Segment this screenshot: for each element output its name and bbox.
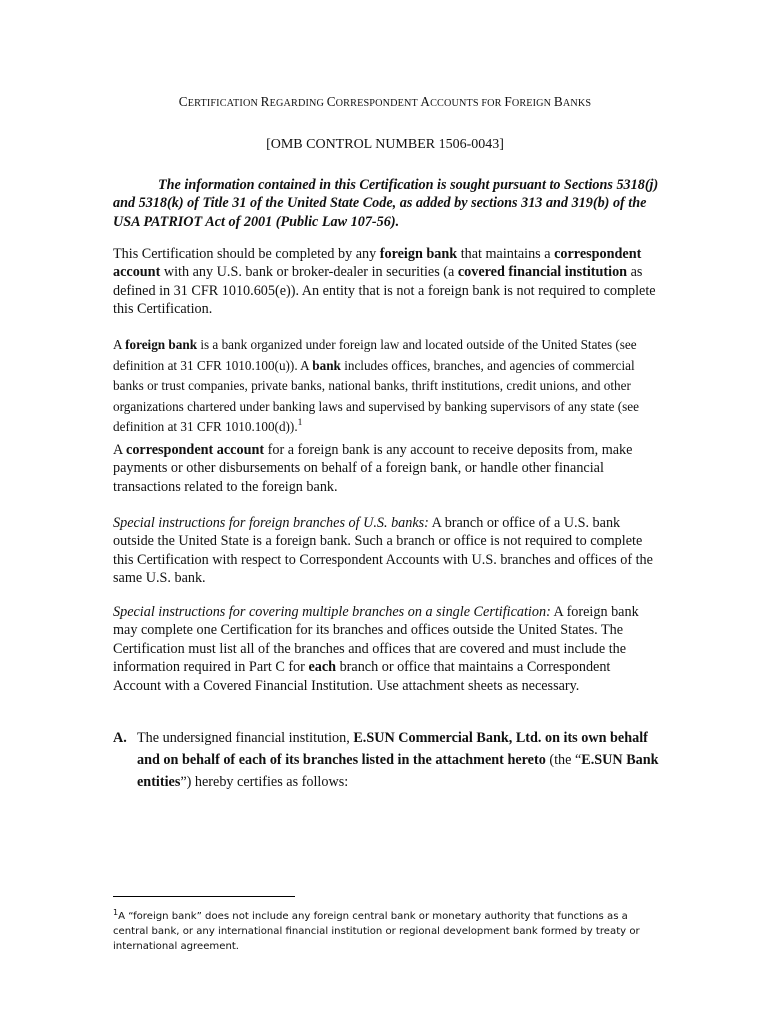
intro-text: The information contained in this Certification is sought pursuant to Sections 5318(j) and 5318(k) of Title 31 of the United State Code, as added by sections 313 and 319(b) of the USA PATRIOT Act of 2001 (Public Law 107-56). <box>113 177 659 230</box>
section-a-label: A. <box>113 730 127 746</box>
footnote-number: 1 <box>113 908 119 917</box>
paragraph-foreign-bank-definition: A foreign bank is a bank organized under foreign law and located outside of the United States (see definition at 31 CFR 1010.100(u)). A bank includes offices, branches, and agencies of commercial banks or trust companies, private banks, national banks, thrift institutions, credit unions, and other organizations chartered under banking laws and supervised by banking supervisors of any state (see definition at 31 CFR 1010.100(d)).$^1$ <box>113 337 640 435</box>
paragraph-foreign-branches-instructions: Special instructions for foreign branches of U.S. banks: A branch or office of a U.S. bank outside the United State is a foreign bank. Such a branch or office is not required to complete this Certification with respect to Correspondent Accounts with U.S. branches and offices of the same U.S. bank. <box>113 515 653 587</box>
footnote-separator <box>113 896 295 897</box>
paragraph-multiple-branches-instructions: Special instructions for covering multiple branches on a single Certification: A foreign bank may complete one Certification for its branches and offices outside the United States. The Certification must list all of the branches and offices that are covered and must include the information required in Part C for each branch or office that maintains a Correspondent Account with a Covered Financial Institution. Use attachment sheets as necessary. <box>113 604 639 694</box>
footnote <box>113 909 653 954</box>
omb-control-number: [OMB CONTROL NUMBER 1506-0043] <box>266 137 504 152</box>
intro-paragraph <box>113 176 661 231</box>
footnote-text: A “foreign bank” does not include any foreign central bank or monetary authority that functions as a central bank, or any international financial institution or regional development bank formed by treaty or international agreement. <box>113 911 640 952</box>
footnote-reference: 1 <box>297 418 303 429</box>
section-a-text: The undersigned financial institution, E.SUN Commercial Bank, Ltd. on its own behalf and on behalf of each of its branches listed in the attachment hereto (the “E.SUN Bank entities”) hereby certifies as follows: <box>137 730 659 790</box>
document-title: CERTIFICATION REGARDING CORRESPONDENT ACCOUNTS FOR FOREIGN BANKS <box>178 94 592 109</box>
section-a <box>113 727 661 793</box>
paragraph-correspondent-account-definition: A correspondent account for a foreign bank is any account to receive deposits from, make payments or other disbursements on behalf of a foreign bank, or handle other financial transactions related to the foreign bank. <box>113 442 633 495</box>
paragraph-scope: This Certification should be completed by any foreign bank that maintains a correspondent account with any U.S. bank or broker-dealer in securities (a covered financial institution as defined in 31 CFR 1010.605(e)). An entity that is not a foreign bank is not required to complete this Certification. <box>113 246 656 318</box>
